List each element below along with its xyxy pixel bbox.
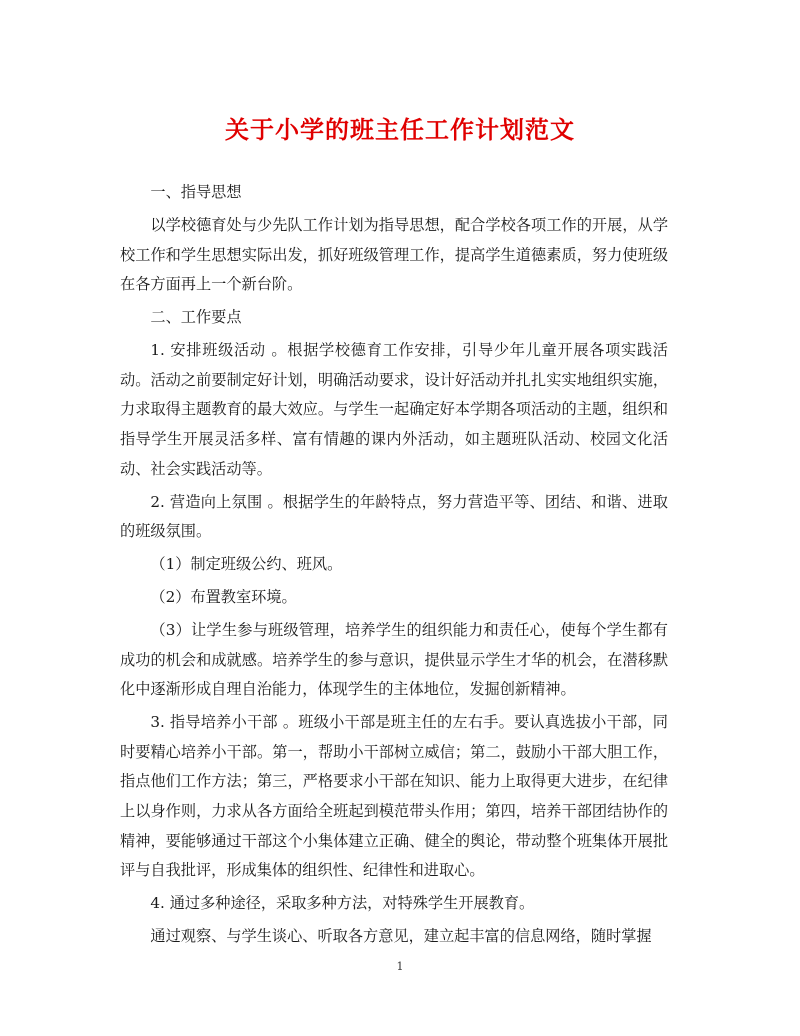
paragraph: 3. 指导培养小干部 。班级小干部是班主任的左右手。要认真选拔小干部，同时要精心培养小干部。第一，帮助小干部树立威信；第二，鼓励小干部大胆工作，指点他们工作方法；第三，严格要求小干部在知识、能力上取得更大进步，在纪律上以身作则，力求从各方面给全班起到模范带头作用；第四，培养干部团结协作的精神，要能够通过干部这个小集体建立正确、健全的舆论，带动整个班集体开展批评与自我批评，形成集体的组织性、纪律性和进取心。 — [120, 713, 668, 880]
paragraph: 4. 通过多种途径，采取多种方法，对特殊学生开展教育。 — [150, 894, 535, 913]
list-item: （3）让学生参与班级管理，培养学生的组织能力和责任心，使每个学生都有成功的机会和成就感。培养学生的参与意识，提供显示学生才华的机会，在潜移默化中逐渐形成自理自治能力，体现学生的主体地位，发掘创新精神。 — [120, 621, 668, 699]
document-title: 关于小学的班主任工作计划范文 — [225, 115, 575, 144]
list-item: （2）布置教室环境。 — [150, 588, 297, 607]
document-body — [120, 178, 668, 955]
heading-work-points: 二、工作要点 — [150, 308, 242, 327]
heading-guiding-ideology: 一、指导思想 — [150, 183, 242, 201]
paragraph: 以学校德育处与少先队工作计划为指导思想，配合学校各项工作的开展，从学校工作和学生思想实际出发，抓好班级管理工作，提高学生道德素质，努力使班级在各方面再上一个新台阶。 — [120, 215, 668, 294]
page-number: 1 — [396, 960, 404, 973]
paragraph: 1. 安排班级活动 。根据学校德育工作安排，引导少年儿童开展各项实践活动。活动之前要制定好计划，明确活动要求，设计好活动并扎扎实实地组织实施，力求取得主题教育的最大效应。与学生一起确定好本学期各项活动的主题，组织和指导学生开展灵活多样、富有情趣的课内外活动，如主题班队活动、校园文化活动、社会实践活动等。 — [120, 341, 668, 478]
paragraph: 2. 营造向上氛围 。根据学生的年龄特点，努力营造平等、团结、和谐、进取的班级氛围。 — [120, 492, 668, 541]
paragraph: 通过观察、与学生谈心、听取各方意见，建立起丰富的信息网络，随时掌握 — [150, 927, 652, 946]
list-item: （1）制定班级公约、班风。 — [150, 555, 343, 574]
